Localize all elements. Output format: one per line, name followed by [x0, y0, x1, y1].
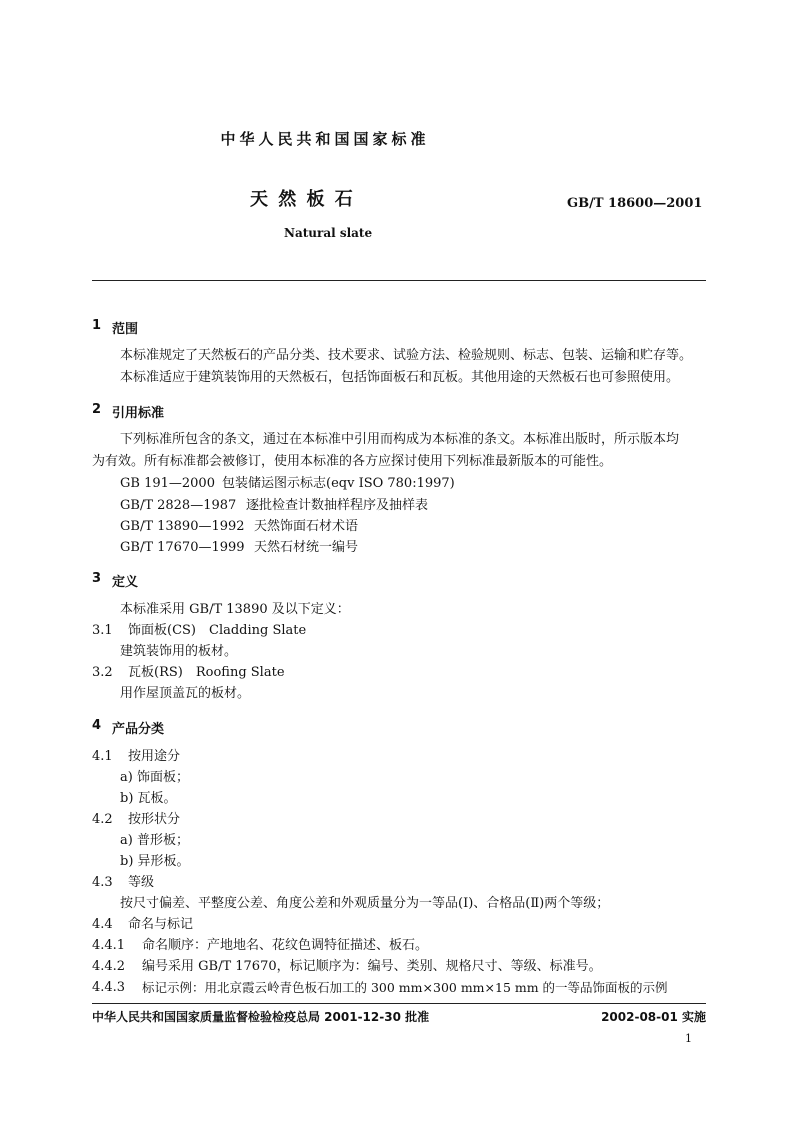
clause-4-1-number: 4.1	[92, 749, 113, 764]
list-item: b) 异形板。	[120, 854, 190, 869]
page-number: 1	[685, 1032, 692, 1045]
section-2-para-line-1: 下列标准所包含的条文，通过在本标准中引用而构成为本标准的条文。本标准出版时，所示版本均	[120, 432, 680, 447]
ref-code: GB/T 17670—1999	[120, 540, 245, 555]
clause-4-4-2-text: 编号采用 GB/T 17670，标记顺序为：编号、类别、规格尺寸、等级、标准号。	[142, 959, 602, 974]
section-2-title: 引用标准	[112, 406, 165, 421]
standard-number: GB/T 18600—2001	[567, 196, 703, 211]
footer-rule	[92, 1003, 706, 1004]
section-1-title: 范围	[112, 322, 139, 337]
clause-4-4-title: 命名与标记	[128, 917, 194, 932]
clause-4-4-1-text: 命名顺序：产地地名、花纹色调特征描述、板石。	[142, 938, 429, 953]
title-cn: 天 然 板 石	[250, 189, 355, 210]
clause-3-2-term: 瓦板(RS) Roofing Slate	[128, 665, 285, 680]
clause-4-3-title: 等级	[128, 875, 155, 890]
clause-3-1-term: 饰面板(CS) Cladding Slate	[128, 623, 307, 638]
clause-4-4-1-number: 4.4.1	[92, 938, 126, 953]
ref-name: 逐批检查计数抽样程序及抽样表	[246, 498, 429, 513]
ref-name: 天然石材统一编号	[254, 540, 359, 555]
standard-authority: 中华人民共和国国家标准	[220, 130, 430, 148]
clause-3-2-number: 3.2	[92, 665, 113, 680]
clause-4-2-title: 按形状分	[128, 812, 181, 827]
clause-4-4-3-number: 4.4.3	[92, 980, 126, 995]
clause-4-3-number: 4.3	[92, 875, 113, 890]
ref-code: GB/T 13890—1992	[120, 519, 245, 534]
clause-4-4-2-number: 4.4.2	[92, 959, 126, 974]
section-4-title: 产品分类	[112, 722, 165, 737]
section-1-para-1: 本标准规定了天然板石的产品分类、技术要求、试验方法、检验规则、标志、包装、运输和贮存等。	[120, 348, 693, 363]
clause-4-4-3-text: 标记示例：用北京霞云岭青色板石加工的 300 mm×300 mm×15 mm 的一等品饰面板的示例	[142, 980, 668, 995]
ref-code: GB 191—2000	[120, 476, 215, 491]
clause-3-1-number: 3.1	[92, 623, 113, 638]
clause-3-1-definition: 建筑装饰用的板材。	[120, 644, 238, 659]
section-2-number: 2	[92, 402, 102, 417]
section-1-para-2: 本标准适应于建筑装饰用的天然板石，包括饰面板石和瓦板。其他用途的天然板石也可参照使用。	[120, 370, 680, 385]
section-1-number: 1	[92, 318, 102, 333]
section-3-title: 定义	[112, 575, 139, 590]
approval-line: 中华人民共和国国家质量监督检验检疫总局 2001-12-30 批准	[92, 1010, 430, 1024]
clause-4-4-number: 4.4	[92, 917, 113, 932]
list-item: a) 饰面板；	[120, 770, 189, 785]
section-4-number: 4	[92, 718, 102, 733]
section-3-intro: 本标准采用 GB/T 13890 及以下定义：	[120, 602, 350, 617]
clause-3-2-definition: 用作屋顶盖瓦的板材。	[120, 686, 251, 701]
clause-4-3-text: 按尺寸偏差、平整度公差、角度公差和外观质量分为一等品(Ⅰ)、合格品(Ⅱ)两个等级；	[120, 896, 610, 911]
effective-date: 2002-08-01 实施	[601, 1010, 706, 1024]
title-en: Natural slate	[284, 226, 373, 240]
header-rule	[92, 280, 706, 281]
ref-name: 包装储运图示标志(eqv ISO 780:1997)	[222, 476, 455, 491]
list-item: a) 普形板；	[120, 833, 189, 848]
list-item: b) 瓦板。	[120, 791, 177, 806]
ref-code: GB/T 2828—1987	[120, 498, 237, 513]
clause-4-1-title: 按用途分	[128, 749, 181, 764]
section-2-para-line-2: 为有效。所有标准都会被修订，使用本标准的各方应探讨使用下列标准最新版本的可能性。	[92, 454, 613, 469]
clause-4-2-number: 4.2	[92, 812, 113, 827]
ref-name: 天然饰面石材术语	[254, 519, 359, 534]
section-3-number: 3	[92, 571, 102, 586]
